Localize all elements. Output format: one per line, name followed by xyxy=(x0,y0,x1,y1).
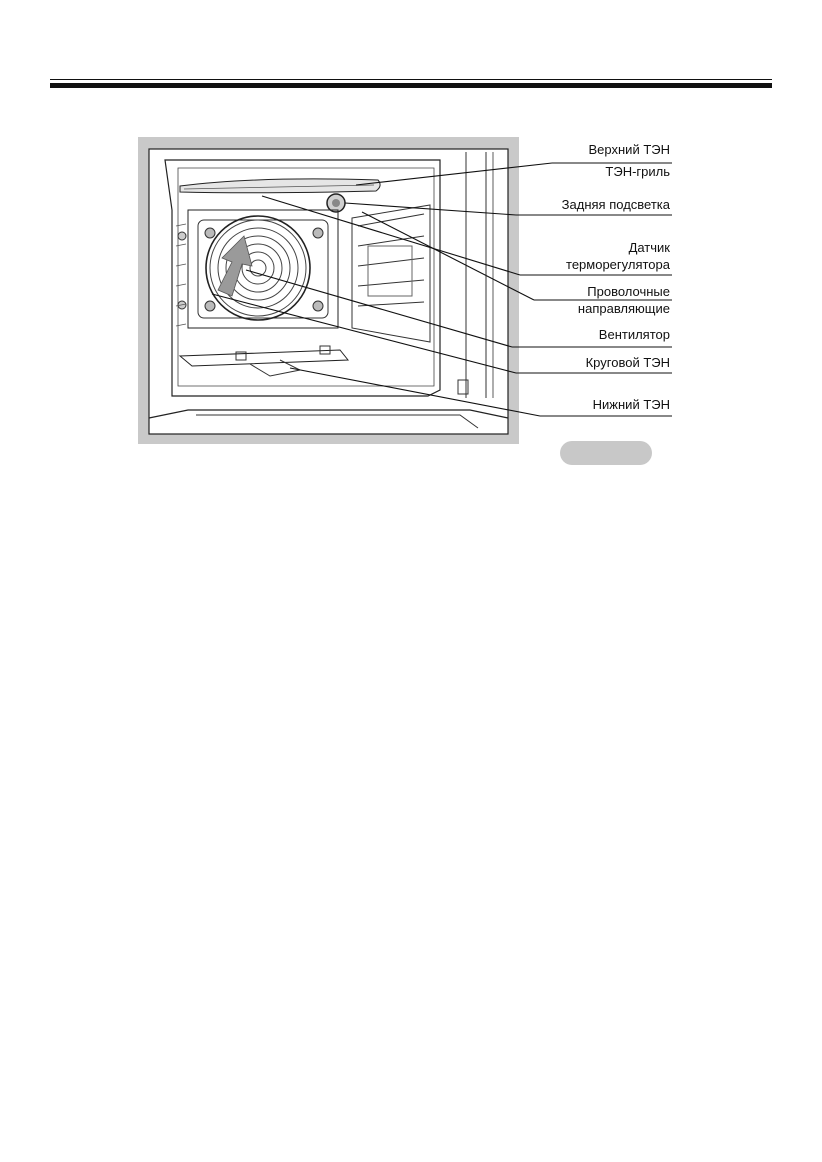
label-wire-guides-line1: Проволочные xyxy=(587,284,670,299)
page-number-badge xyxy=(560,441,652,465)
label-top-element: Верхний ТЭН xyxy=(588,142,670,157)
label-wire-guides-line2: направляющие xyxy=(577,301,670,316)
label-rear-light: Задняя подсветка xyxy=(561,197,670,212)
label-thermo-sensor-line2: терморегулятора xyxy=(566,257,670,272)
label-grill-element: ТЭН-гриль xyxy=(605,164,670,179)
label-ring-element: Круговой ТЭН xyxy=(585,355,670,370)
label-fan: Вентилятор xyxy=(598,327,670,342)
label-bottom-element: Нижний ТЭН xyxy=(592,397,670,412)
label-thermo-sensor-line1: Датчик xyxy=(628,240,670,255)
oven-diagram xyxy=(0,0,822,500)
